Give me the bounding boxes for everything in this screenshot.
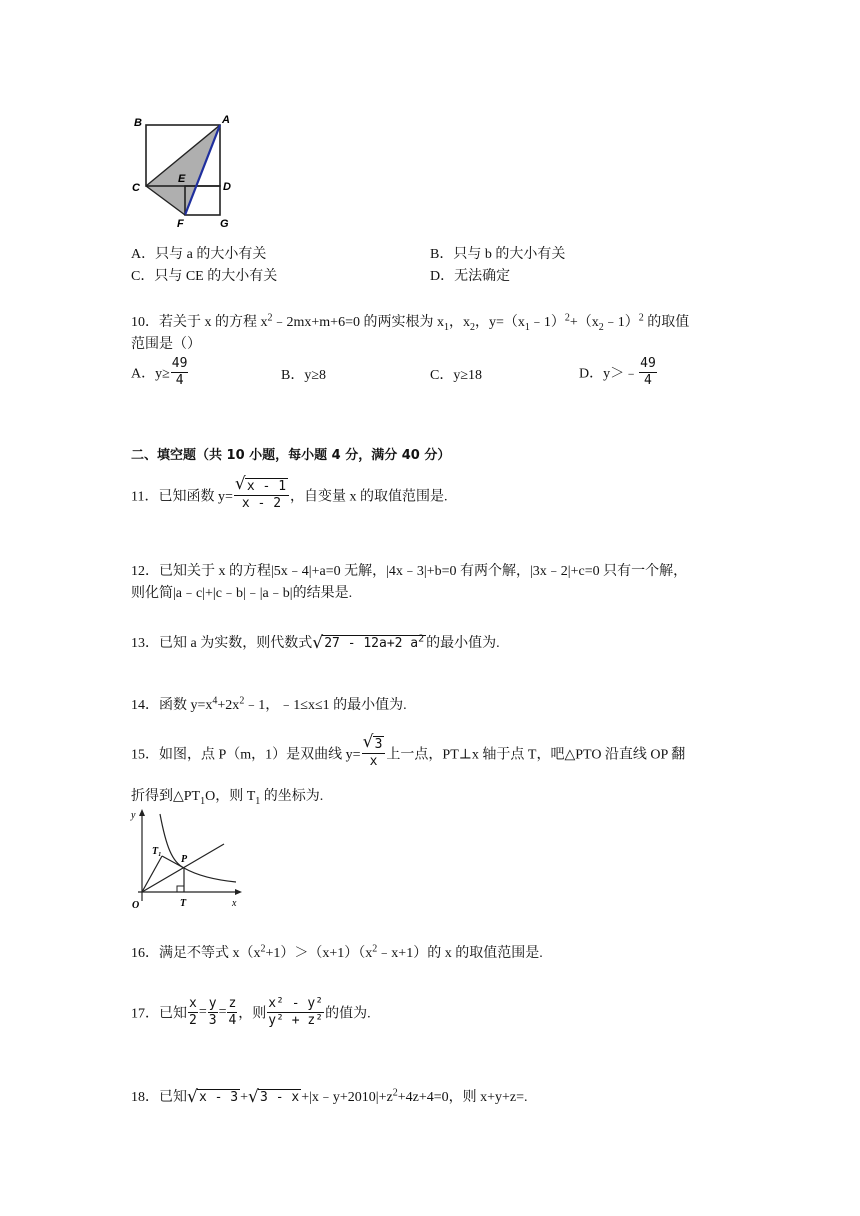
label-b: B xyxy=(134,117,142,129)
q9-option-b: B．只与 b 的大小有关 xyxy=(430,247,566,262)
fraction-sqrt-over-x: √ $\frac{x - 1}{x - 2}$ xyxy=(234,479,289,512)
section-heading-fill-in: 二、填空题（共 10 小题，每小题 4 分，满分 40 分） xyxy=(131,448,451,463)
label-t1: T₁ xyxy=(152,846,162,857)
q10-stem-line2: 范围是（） xyxy=(131,337,201,352)
q11: 11．已知函数 y= √ $\frac{x - 1}{x - 2}$ ，自变量 x 的取值范围是. xyxy=(131,479,448,512)
fraction-big: $\frac{\text{x² - y²}}{\text{y² + z²}}$ xyxy=(268,996,324,1028)
label-o: O xyxy=(132,900,140,911)
fraction-49-4: $\frac{49}{4}$ xyxy=(171,356,188,388)
label-t: T xyxy=(180,898,187,909)
sqrt-expression: √ 27 - 12a+2 $a^2$ xyxy=(312,636,426,652)
q15-line1: 15．如图，点 P（m，1）是双曲线 y= √ $\frac{3}{x}$ 上一点，PT⊥x 轴于点 T，吧△PTO 沿直线 OP 翻 xyxy=(131,737,685,770)
y-axis-arrow xyxy=(139,809,145,816)
q9-option-d: D．无法确定 xyxy=(430,269,511,284)
q16: 16．满足不等式 $x(x^2+1)>(x+1)(x^2﹣x+1)$的 x 的取值范围是. xyxy=(131,943,543,961)
q9-option-c: C．只与 CE 的大小有关 xyxy=(131,269,278,284)
q10-option-d: D．y＞﹣ $\frac{49}{4}$ xyxy=(579,356,656,388)
q14: 14．函数 $y=x^4+2x^2﹣1$，﹣1≤x≤1 的最小值为. xyxy=(131,695,407,713)
q9-option-a: A．只与 a 的大小有关 xyxy=(131,247,267,262)
x-axis-arrow xyxy=(235,889,242,895)
q15-line2: 折得到$\triangle PT_1O$，则 $T_1$ 的坐标为. xyxy=(131,789,324,807)
label-g: G xyxy=(220,218,229,230)
label-d: D xyxy=(223,181,231,193)
q10-option-a: A．y≥ $\frac{49}{4}$ xyxy=(131,356,188,388)
fraction-x-over-2: $\frac{x}{2}$ xyxy=(189,996,197,1028)
shaded-triangle-cea xyxy=(146,125,220,215)
q13: 13．已知 a 为实数，则代数式√ 27 - 12a+2 $a^2$ 的最小值为. xyxy=(131,632,500,652)
label-e: E xyxy=(178,173,186,185)
geometry-figure-square xyxy=(128,112,248,232)
label-c: C xyxy=(132,182,140,194)
hyperbola-curve xyxy=(160,814,236,882)
hyperbola-figure xyxy=(126,806,250,916)
label-f: F xyxy=(177,218,184,230)
sqrt-x-minus-3: √ x - 3 xyxy=(187,1090,240,1106)
q10-option-c: C．y≥18 xyxy=(430,368,483,383)
sqrt-3-minus-x: √ 3 - x xyxy=(248,1090,301,1106)
label-y: y xyxy=(131,810,136,821)
label-p: P xyxy=(181,854,188,865)
fraction-z-over-4: $\frac{z}{4}$ xyxy=(228,996,237,1028)
right-angle-mark xyxy=(177,886,184,892)
label-x: x xyxy=(232,898,237,909)
fraction-y-over-3: $\frac{y}{3}$ xyxy=(208,996,217,1028)
q17: 17．已知 $\frac{x}{2}$ = $\frac{y}{3}$ = $\frac{z}{4}$ ，则 $\frac{\text{x² - y²}}{\text{y² + z²}}$ 的值为. xyxy=(131,996,371,1028)
q12-line1: 12．已知关于 x 的方程|5x﹣4|+a=0 无解，|4x﹣3|+b=0 有两个解，|3x﹣2|+c=0 只有一个解， xyxy=(131,564,688,579)
q10-option-b: B．y≥8 xyxy=(281,368,327,383)
q10-stem: 10．若关于 x 的方程 $x^2﹣2mx+m+6=0$ 的两实根为 $x_1$，$x_2$，$y=(x_1﹣1)^2+(x_2﹣1)^2$ 的取值 xyxy=(131,312,690,333)
fraction-sqrt3-over-x: √ $\frac{3}{x}$ xyxy=(362,737,386,770)
fraction-49-4: $\frac{49}{4}$ xyxy=(640,356,656,388)
q12-line2: 则化简|a﹣c|+|c﹣b|﹣|a﹣b|的结果是. xyxy=(131,586,353,601)
q18: 18．已知√ x - 3 +√ $3 - x +|x﹣y+2010|+z^2+4z+4=0$，则 x+y+z=. xyxy=(131,1086,528,1106)
label-a: A xyxy=(222,114,230,126)
